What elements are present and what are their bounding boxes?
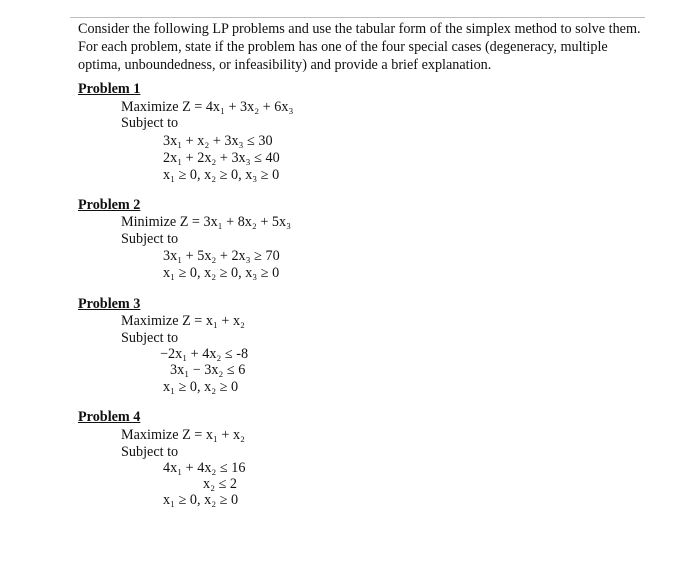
problem-3-heading: Problem 3 xyxy=(78,296,141,312)
problem-2-nonnegativity: x₁ ≥ 0, x₂ ≥ 0, x₃ ≥ 0 xyxy=(163,265,280,281)
problem-2-objective: Minimize Z = 3x₁ + 8x₂ + 5x₃ xyxy=(121,214,292,230)
problem-1-constraint-1: 3x₁ + x₂ + 3x₃ ≤ 30 xyxy=(163,133,273,149)
problem-2-heading: Problem 2 xyxy=(78,197,141,213)
instructions-paragraph xyxy=(78,20,648,74)
instructions-line-1: Consider the following LP problems and use the tabular form of the simplex method to solve them. xyxy=(78,21,641,37)
top-divider xyxy=(70,17,645,18)
problem-1-nonnegativity: x₁ ≥ 0, x₂ ≥ 0, x₃ ≥ 0 xyxy=(163,167,280,183)
problem-1-heading: Problem 1 xyxy=(78,81,141,97)
instructions-line-3: optima, unboundedness, or infeasibility) and provide a brief explanation. xyxy=(78,57,492,73)
problem-3-nonnegativity: x₁ ≥ 0, x₂ ≥ 0 xyxy=(163,379,239,395)
problem-3-constraint-2: 3x₁ − 3x₂ ≤ 6 xyxy=(170,362,246,378)
problem-4-constraint-2: x₂ ≤ 2 xyxy=(203,476,238,492)
problem-2-subject-to: Subject to xyxy=(121,231,179,247)
problem-1-objective: Maximize Z = 4x₁ + 3x₂ + 6x₃ xyxy=(121,99,294,115)
problem-4-heading: Problem 4 xyxy=(78,409,141,425)
problem-4-objective: Maximize Z = x₁ + x₂ xyxy=(121,427,246,443)
problem-2-constraint-1: 3x₁ + 5x₂ + 2x₃ ≥ 70 xyxy=(163,248,280,264)
problem-3-constraint-1: −2x₁ + 4x₂ ≤ -8 xyxy=(160,346,249,362)
problem-3-subject-to: Subject to xyxy=(121,330,179,346)
problem-1-subject-to: Subject to xyxy=(121,115,179,131)
problem-4-constraint-1: 4x₁ + 4x₂ ≤ 16 xyxy=(163,460,246,476)
problem-4-nonnegativity: x₁ ≥ 0, x₂ ≥ 0 xyxy=(163,492,239,508)
problem-3-objective: Maximize Z = x₁ + x₂ xyxy=(121,313,246,329)
instructions-line-2: For each problem, state if the problem has one of the four special cases (degeneracy, multiple xyxy=(78,39,608,55)
problem-4-subject-to: Subject to xyxy=(121,444,179,460)
problem-1-constraint-2: 2x₁ + 2x₂ + 3x₃ ≤ 40 xyxy=(163,150,280,166)
